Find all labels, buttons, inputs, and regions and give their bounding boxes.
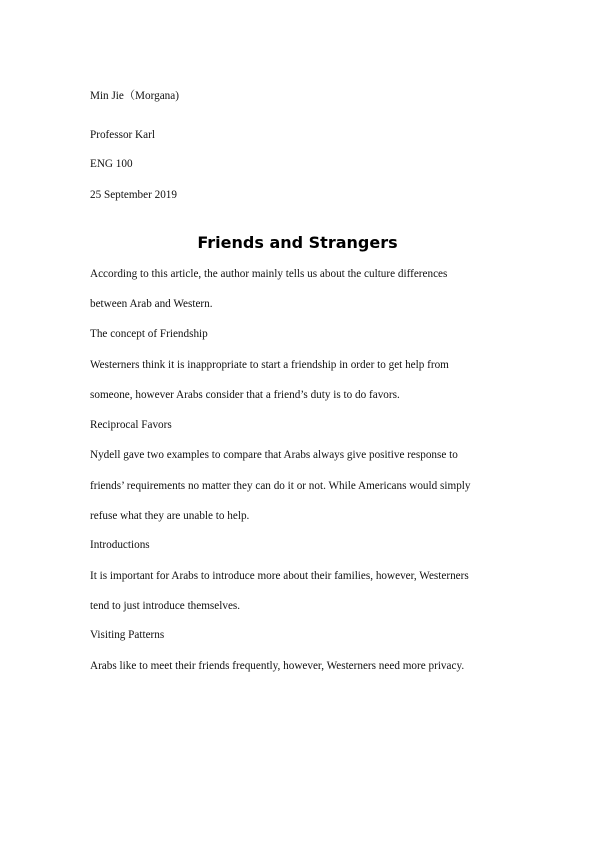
intro-line-1: According to this article, the author mainly tells us about the culture differences xyxy=(90,268,448,280)
friendship-line-1: Westerners think it is inappropriate to start a friendship in order to get help from xyxy=(90,359,449,371)
section-heading-visiting: Visiting Patterns xyxy=(90,629,165,641)
introductions-line-1: It is important for Arabs to introduce more about their families, however, Westerners xyxy=(90,570,469,582)
friendship-line-2: someone, however Arabs consider that a friend’s duty is to do favors. xyxy=(90,389,400,401)
author-name: Min Jie（Morgana) xyxy=(90,90,179,102)
professor-name: Professor Karl xyxy=(90,129,155,141)
favors-line-2: friends’ requirements no matter they can do it or not. While Americans would simply xyxy=(90,480,471,492)
visiting-line-1: Arabs like to meet their friends frequently, however, Westerners need more privacy. xyxy=(90,660,465,672)
document-date: 25 September 2019 xyxy=(90,189,177,201)
intro-line-2: between Arab and Western. xyxy=(90,298,213,310)
favors-line-1: Nydell gave two examples to compare that Arabs always give positive response to xyxy=(90,449,458,461)
document-title: Friends and Strangers xyxy=(197,233,398,252)
course-code: ENG 100 xyxy=(90,158,133,170)
section-heading-favors: Reciprocal Favors xyxy=(90,419,172,431)
introductions-line-2: tend to just introduce themselves. xyxy=(90,600,241,612)
section-heading-introductions: Introductions xyxy=(90,539,150,551)
section-heading-friendship: The concept of Friendship xyxy=(90,328,208,340)
favors-line-3: refuse what they are unable to help. xyxy=(90,510,250,522)
